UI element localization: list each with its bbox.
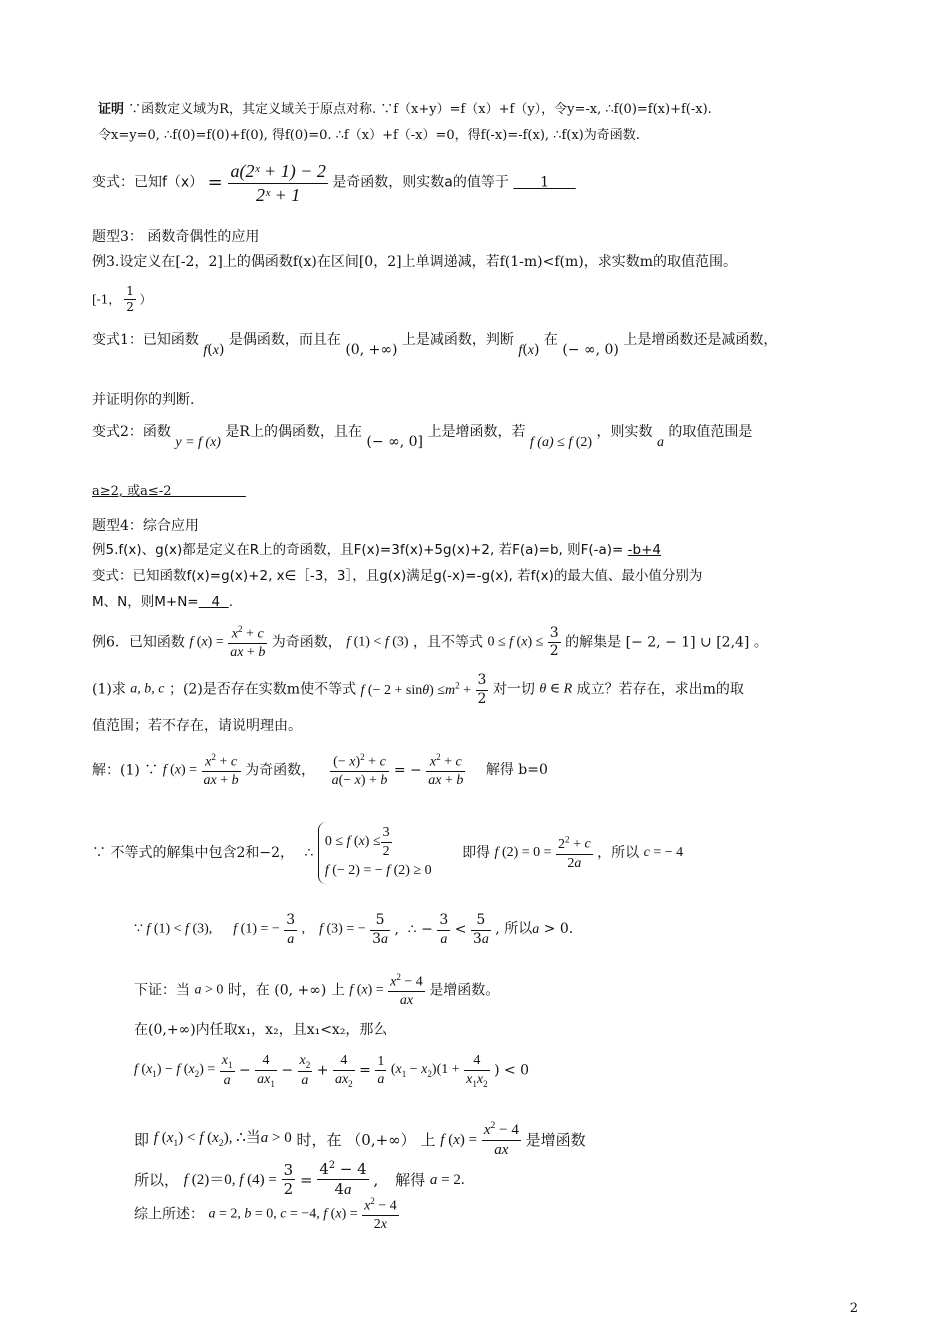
solution-line-2: ∵ 不等式的解集中包含2和−2， ∴ 0 ≤ f (x) ≤ $\frac{3}{2}$ f (− 2) = − f (2) ≥ 0 即得 f (2) = 0 = $\frac{2^2 + c}{2a}$ ，所以 c = − 4 xyxy=(92,822,683,884)
solution-line-9: 综上所述： a = 2, b = 0, c = −4, f (x) = $\frac{x^2 - 4}{2x}$ xyxy=(134,1196,397,1233)
example-3-answer: [-1， $\frac{1}{2}$ ） xyxy=(92,284,152,314)
solution-line-5: 在(0,+∞)内任取x₁，x₂，且x₁<x₂，那么 xyxy=(134,1022,388,1038)
proof-line-2 xyxy=(98,128,640,144)
variant-0-answer: 1 xyxy=(540,174,549,191)
proof-label: 证明 xyxy=(98,102,125,117)
example-5: 例5.f(x)、g(x)都是定义在R上的奇函数，且F(x)=3f(x)+5g(x)+2, 若F(a)=b, 则F(-a)= -b+4 xyxy=(92,542,661,558)
inequality-system: 0 ≤ f (x) ≤ $\frac{3}{2}$ f (− 2) = − f (2) ≥ 0 xyxy=(318,822,438,884)
variant-2: 变式2：函数 y = f (x) 是R上的偶函数，且在 (− ∞, 0] 上是增函数，若 f (a) ≤ f (2) ，则实数 a 的取值范围是 xyxy=(92,424,753,450)
variant-5-line-2: M、N，则M+N= 4 . xyxy=(92,594,233,610)
proof-line-1 xyxy=(98,102,712,118)
solution-line-6: f $(x_1) - f$ $(x_2)$ = $\frac{x_1}{a}$ − $\frac{4}{ax_1}$ − $\frac{x_2}{a}$ + $\frac{4}{ax_2}$ = $\frac{1}{a}$ $(x_1 - x_2)(1$ + $\frac{4}{x_1x_2}$ ) < 0 xyxy=(134,1053,530,1089)
variant-0: 变式：已知f（x） = $\frac{\text{a(2ˣ + 1) − 2}}{\text{2ˣ + 1}}$ 是奇函数，则实数a的值等于 1 xyxy=(92,160,576,206)
proof-text-2: 令x=y=0, ∴f(0)=f(0)+f(0), 得f(0)=0. ∴f（x）+f（-x）=0，得f(-x)=-f(x), ∴f(x)为奇函数. xyxy=(98,128,640,143)
page-number: 2 xyxy=(849,1301,858,1316)
variant-0-prefix: 变式：已知f（x） xyxy=(92,174,204,191)
solution-line-3: ∵ f (1) < f (3), f (1) = − $\frac{3}{a}$ , f (3) = − $\frac{5}{3a}$ , ∴ − $\frac{3}{a}$ < $\frac{5}{3a}$ , 所以a > 0. xyxy=(134,912,574,947)
variant-1-line-2: 并证明你的判断. xyxy=(92,392,195,408)
solution-line-8: 所以， f (2)＝0, f (4) = $\frac{3}{2}$ = $\frac{4^2 - 4}{4a}$ , 解得 a = 2. xyxy=(134,1160,465,1199)
variant-0-suffix: 是奇函数，则实数a的值等于 xyxy=(332,174,509,191)
variant-2-answer: a≥2, 或a≤-2 xyxy=(92,484,172,499)
solution-line-4: 下证：当 a > 0 时，在 (0, +∞) 上 f (x) = $\frac{x^2 - 4}{ax}$ 是增函数。 xyxy=(134,972,500,1009)
proof-text-1: ∵函数定义域为R，其定义域关于原点对称. ∵f（x+y）=f（x）+f（y），令y=-x, ∴f(0)=f(x)+f(-x). xyxy=(128,102,712,117)
variant-0-fraction: $\frac{\text{a(2ˣ + 1) − 2}}{\text{2ˣ + 1}}$ xyxy=(230,161,326,205)
example-6-questions: (1)求 a, b, c ；(2)是否存在实数m使不等式 f (− $2 + \sin\theta) \le m^2$ + $\frac{3}{2}$ 对一切 θ ∈ R 成立？若存在，求出m的取 xyxy=(92,672,744,707)
example-6-line-3: 值范围；若不存在，请说明理由。 xyxy=(92,718,302,734)
example-3: 例3.设定义在[-2，2]上的偶函数f(x)在区间[0，2]上单调递减，若f(1-m)<f(m)，求实数m的取值范围。 xyxy=(92,254,737,270)
variant-1: 变式1：已知函数 f(x) 是偶函数，而且在 (0, +∞) 上是减函数，判断 f(x) 在 (− ∞, 0) 上是增函数还是减函数， xyxy=(92,332,778,358)
type4-title: 题型4：综合应用 xyxy=(92,518,199,534)
example-6: 例6．已知函数 f (x) = $\frac{x^2 + c}{ax + b}$ 为奇函数， f (1) < f (3) ，且不等式 0 ≤ f (x) ≤ $\frac{3}{2}$ 的解集是 [− 2, − 1] ∪ [2,4] 。 xyxy=(92,624,768,661)
variant-5-line-1: 变式：已知函数f(x)=g(x)+2, x∈［-3，3］，且g(x)满足g(-x)=-g(x), 若f(x)的最大值、最小值分别为 xyxy=(92,568,703,584)
solution-line-1: 解：(1) ∵ f (x) = $\frac{x^2 + c}{ax + b}$ 为奇函数， $\frac{(- x)^2 + c}{a(- x) + b}$ = − $\frac{x^2 + c}{ax + b}$ 解得 b=0 xyxy=(92,752,548,789)
type3-title: 题型3： 函数奇偶性的应用 xyxy=(92,229,260,245)
solution-line-7: 即 f $(x_1) < f$ $(x_2)$, ∴当a > 0 时，在 （0,+∞） 上 f (x) = $\frac{x^2 - 4}{ax}$ 是增函数 xyxy=(134,1120,586,1158)
